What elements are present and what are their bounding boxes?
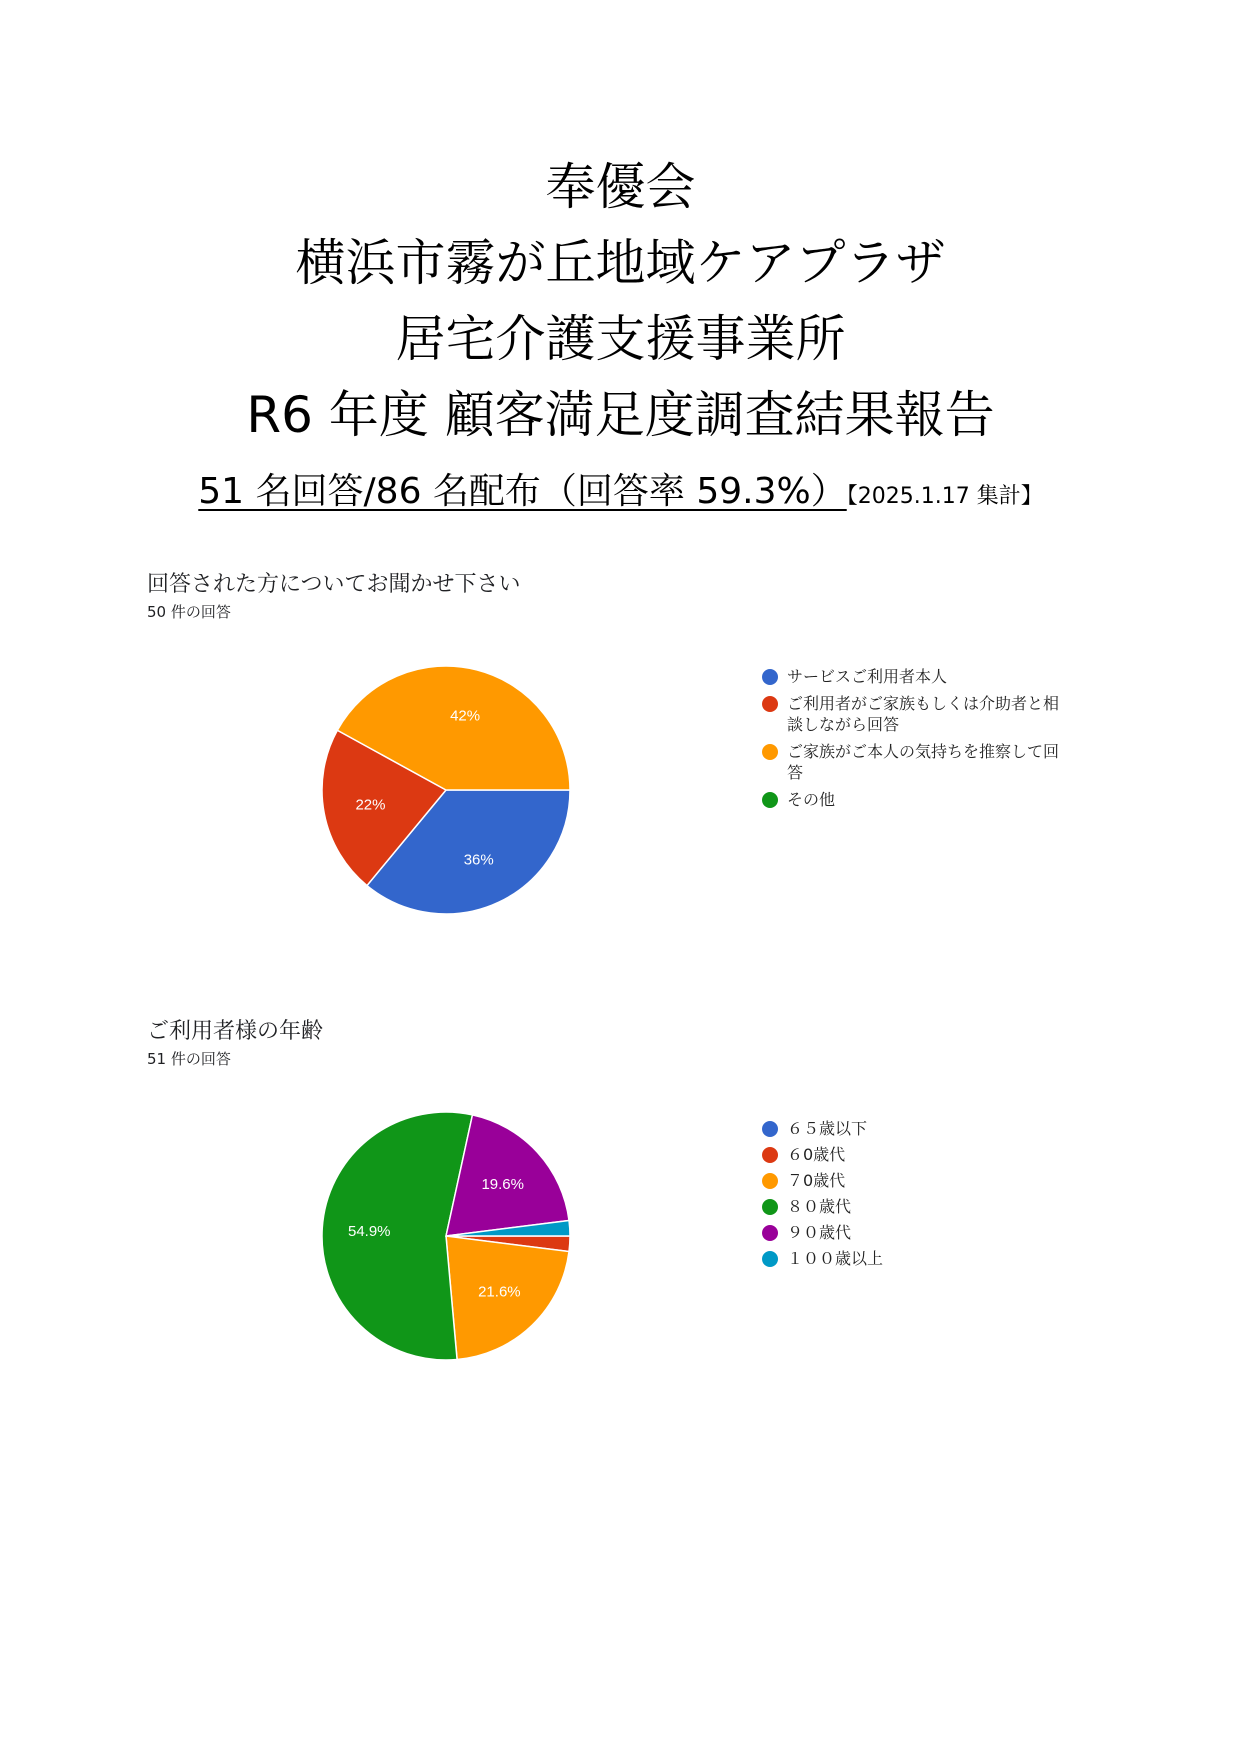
chart2-legend-swatch-1	[762, 1147, 778, 1163]
chart1-pie	[318, 662, 574, 918]
chart2-legend-swatch-0	[762, 1121, 778, 1137]
chart1-slice-label-2: 42%	[450, 707, 481, 725]
chart1-legend-swatch-0	[762, 669, 778, 685]
chart2-legend-label-3: ８０歳代	[787, 1197, 852, 1216]
chart2-slice-label-2: 21.6%	[478, 1283, 521, 1301]
chart2-pie	[318, 1108, 574, 1364]
chart1-legend-swatch-1	[762, 696, 778, 712]
chart2-legend	[760, 1118, 1070, 1274]
chart2-legend-swatch-4	[762, 1225, 778, 1241]
chart1-slice-label-1: 22%	[355, 796, 386, 814]
chart1-legend-label-0: サービスご利用者本人	[787, 667, 948, 686]
chart2-legend-swatch-2	[762, 1173, 778, 1189]
chart2-legend-item-0	[760, 1118, 1070, 1139]
chart2-legend-item-3	[760, 1196, 1070, 1217]
chart2-legend-item-4	[760, 1222, 1070, 1243]
chart2-slice-label-3: 54.9%	[347, 1223, 391, 1241]
chart2-legend-label-1: ６0歳代	[787, 1145, 846, 1164]
chart1-legend-item-0	[760, 666, 1070, 687]
chart1-legend-label-2: ご家族がご本人の気持ちを推察して回答	[787, 742, 1060, 782]
office-name: 居宅介護支援事業所	[395, 310, 846, 368]
chart1-legend-swatch-3	[762, 792, 778, 808]
chart1-title: 回答された方についてお聞かせ下さい	[147, 572, 521, 597]
chart2-legend-label-0: ６５歳以下	[787, 1119, 868, 1138]
chart1-legend-item-2	[760, 741, 1070, 783]
chart2-legend-item-1	[760, 1144, 1070, 1165]
chart2-legend-item-2	[760, 1170, 1070, 1191]
tally-date: 【2025.1.17 集計】	[846, 484, 1043, 509]
response-summary: 51 名回答/86 名配布（回答率 59.3%）	[198, 471, 847, 512]
chart1-slice-label-0: 36%	[463, 851, 494, 869]
report-title: R6 年度 顧客満足度調査結果報告	[246, 386, 995, 444]
chart2-legend-swatch-3	[762, 1199, 778, 1215]
chart2-legend-label-5: １００歳以上	[787, 1249, 884, 1268]
chart1-legend-item-3	[760, 789, 1070, 810]
chart2-legend-swatch-5	[762, 1251, 778, 1267]
chart1-response-count: 50 件の回答	[147, 603, 231, 621]
chart2-legend-label-2: ７0歳代	[787, 1171, 846, 1190]
chart1-legend-label-1: ご利用者がご家族もしくは介助者と相談しながら回答	[787, 694, 1060, 734]
chart2-legend-label-4: ９０歳代	[787, 1223, 852, 1242]
organization-name: 奉優会	[545, 158, 696, 216]
chart1-legend-item-1	[760, 693, 1070, 735]
response-summary-line	[0, 463, 1241, 514]
chart2-title: ご利用者様の年齢	[147, 1019, 324, 1044]
facility-name: 横浜市霧が丘地域ケアプラザ	[295, 234, 946, 292]
chart1-legend	[760, 666, 1070, 816]
chart2-response-count: 51 件の回答	[147, 1050, 231, 1068]
chart2-slice-label-4: 19.6%	[481, 1176, 525, 1194]
chart1-legend-swatch-2	[762, 744, 778, 760]
chart1-legend-label-3: その他	[787, 790, 836, 809]
chart2-legend-item-5	[760, 1248, 1070, 1269]
